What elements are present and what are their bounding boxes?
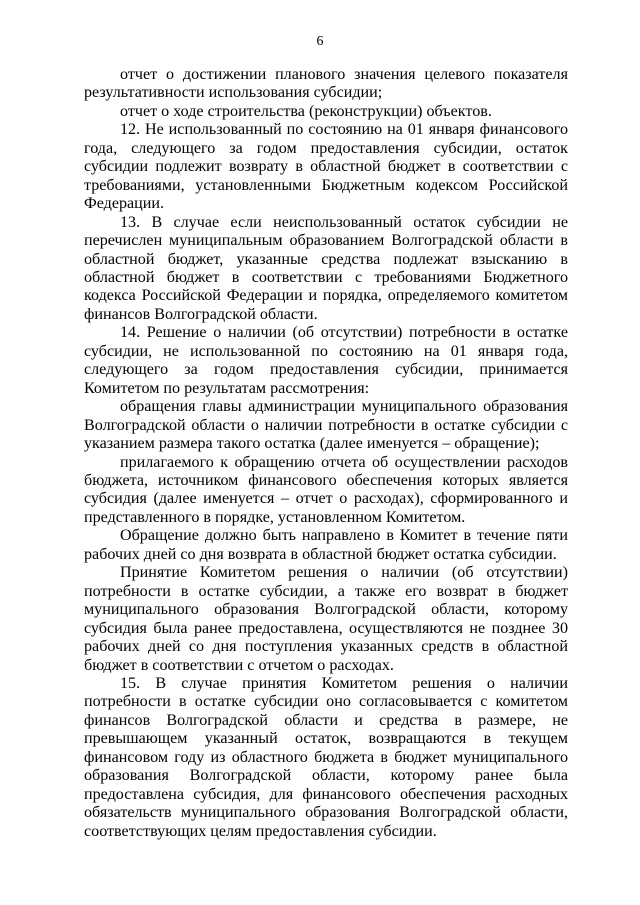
paragraph-report-target-indicator: отчет о достижении планового значения целевого показателя результативности использования субсидии; [84, 66, 568, 102]
paragraph-item-15: 15. В случае принятия Комитетом решения о наличии потребности в остатке субсидии оно согласовывается с комитетом финансов Волгоградской области и средства в размере, не превышающем указанный остаток, возвращаются в текущем финансовом году из областного бюджета в бюджет муниципального образования Волгоградской области, которому ранее была предоставлена субсидия, для финансового обеспечения расходных обязательств муниципального образования Волгоградской области, соответствующих целям предоставления субсидии. [84, 674, 568, 840]
paragraph-appeal: обращения главы администрации муниципального образования Волгоградской области о наличии потребности в остатке субсидии с указанием размера такого остатка (далее именуется – обращение); [84, 398, 568, 453]
paragraph-decision-return: Принятие Комитетом решения о наличии (об отсутствии) потребности в остатке субсидии, а также его возврат в бюджет муниципального образования Волгоградской области, которому субсидия была ранее предоставлена, осуществляются не позднее 30 рабочих дней со дня поступления указанных средств в областной бюджет в соответствии с отчетом о расходах. [84, 564, 568, 674]
paragraph-item-13: 13. В случае если неиспользованный остаток субсидии не перечислен муниципальным образованием Волгоградской области в областной бюджет, указанные средства подлежат взысканию в областной бюджет в соответствии с требованиями Бюджетного кодекса Российской Федерации и порядка, определяемого комитетом финансов Волгоградской области. [84, 213, 568, 323]
page-number: 6 [316, 34, 324, 49]
paragraph-appeal-deadline: Обращение должно быть направлено в Комитет в течение пяти рабочих дней со дня возврата в областной бюджет остатка субсидии. [84, 527, 568, 563]
paragraph-item-12: 12. Не использованный по состоянию на 01 января финансового года, следующего за годом предоставления субсидии, остаток субсидии подлежит возврату в областной бюджет в соответствии с требованиями, установленными Бюджетным кодексом Российской Федерации. [84, 121, 568, 213]
paragraph-report-construction: отчет о ходе строительства (реконструкции) объектов. [120, 102, 492, 120]
paragraph-expense-report: прилагаемого к обращению отчета об осуществлении расходов бюджета, источником финансового обеспечения которых является субсидия (далее именуется – отчет о расходах), сформированного и представленного в порядке, установленном Комитетом. [84, 453, 568, 526]
document-body [84, 66, 568, 841]
paragraph-item-14: 14. Решение о наличии (об отсутствии) потребности в остатке субсидии, не использованной по состоянию на 01 января года, следующего за годом предоставления субсидии, принимается Комитетом по результатам рассмотрения: [84, 324, 568, 397]
